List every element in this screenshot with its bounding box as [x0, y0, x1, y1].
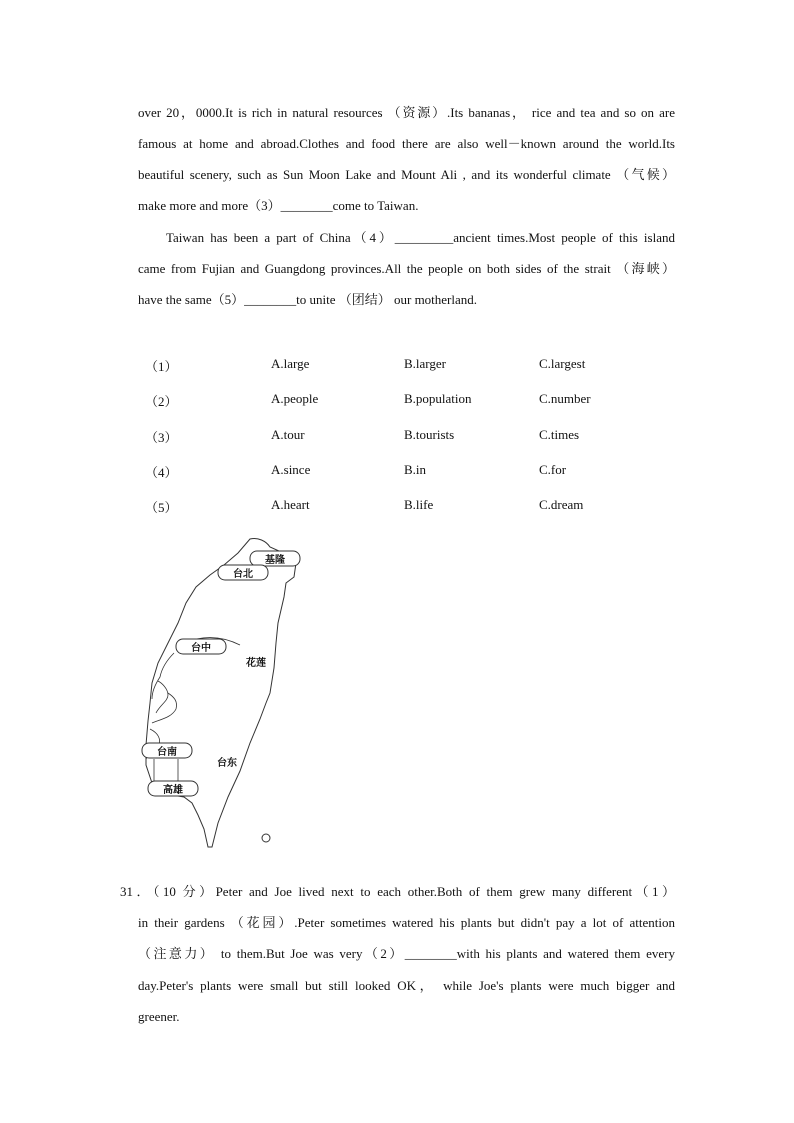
option-b[interactable]: B.life	[404, 497, 434, 512]
option-c[interactable]: C.number	[539, 391, 591, 406]
question31-line-1: 31．（10 分）Peter and Joe lived next to each other.Both of them grew many different（1）	[120, 884, 675, 899]
question31-line-4: day.Peter's plants were small but still looked OK， while Joe's plants were much bigger and	[138, 978, 675, 993]
option-number: （4）	[145, 465, 178, 480]
question31-line-5: greener.	[138, 1009, 180, 1024]
option-b[interactable]: B.larger	[404, 356, 446, 371]
question31-line-2: in their gardens （花园）.Peter sometimes watered his plants but didn't pay a lot of attention	[138, 915, 675, 930]
option-row-1	[145, 356, 705, 374]
label-taipei: 台北	[233, 569, 253, 580]
option-row-3	[145, 427, 705, 445]
option-c[interactable]: C.times	[539, 427, 580, 442]
label-taichung: 台中	[191, 643, 211, 654]
option-row-4	[145, 462, 705, 480]
passage-line-2: famous at home and abroad.Clothes and food there are also well－known around the world.Its	[138, 136, 675, 151]
option-a[interactable]: A.large	[271, 356, 310, 371]
option-a[interactable]: A.tour	[271, 427, 305, 442]
question31-line-3: （注意力） to them.But Joe was very（2）________with his plants and watered them every	[138, 946, 675, 961]
taiwan-map	[138, 533, 308, 853]
label-taitung: 台东	[217, 758, 237, 769]
label-kaohsiung: 高雄	[163, 785, 183, 796]
passage-line-4: make more and more（3）________come to Taiwan.	[138, 198, 419, 213]
passage-line-7: have the same（5）________to unite （团结） our motherland.	[138, 292, 478, 307]
label-hualien: 花莲	[246, 658, 266, 669]
island-outline	[146, 538, 296, 847]
option-a[interactable]: A.since	[271, 462, 311, 477]
passage-line-1: over 20，0000.It is rich in natural resources （资源）.Its bananas， rice and tea and so on are	[138, 105, 675, 120]
passage-line-3: beautiful scenery, such as Sun Moon Lake and Mount Ali , and its wonderful climate （气候）	[138, 167, 675, 182]
option-row-2	[145, 391, 705, 409]
label-tainan: 台南	[157, 747, 177, 758]
option-b[interactable]: B.tourists	[404, 427, 455, 442]
option-b[interactable]: B.in	[404, 462, 427, 477]
option-number: （2）	[145, 394, 178, 409]
option-c[interactable]: C.dream	[539, 497, 584, 512]
option-a[interactable]: A.heart	[271, 497, 310, 512]
option-a[interactable]: A.people	[271, 391, 319, 406]
passage-line-6: came from Fujian and Guangdong provinces.All the people on both sides of the strait （海峡）	[138, 261, 675, 276]
option-number: （3）	[145, 430, 178, 445]
option-number: （5）	[145, 500, 178, 515]
option-number: （1）	[145, 359, 178, 374]
label-keelung: 基隆	[265, 555, 285, 566]
passage-line-5: Taiwan has been a part of China（4）_________ancient times.Most people of this island	[166, 230, 675, 245]
option-c[interactable]: C.for	[539, 462, 567, 477]
option-c[interactable]: C.largest	[539, 356, 586, 371]
option-b[interactable]: B.population	[404, 391, 472, 406]
option-row-5	[145, 497, 705, 515]
